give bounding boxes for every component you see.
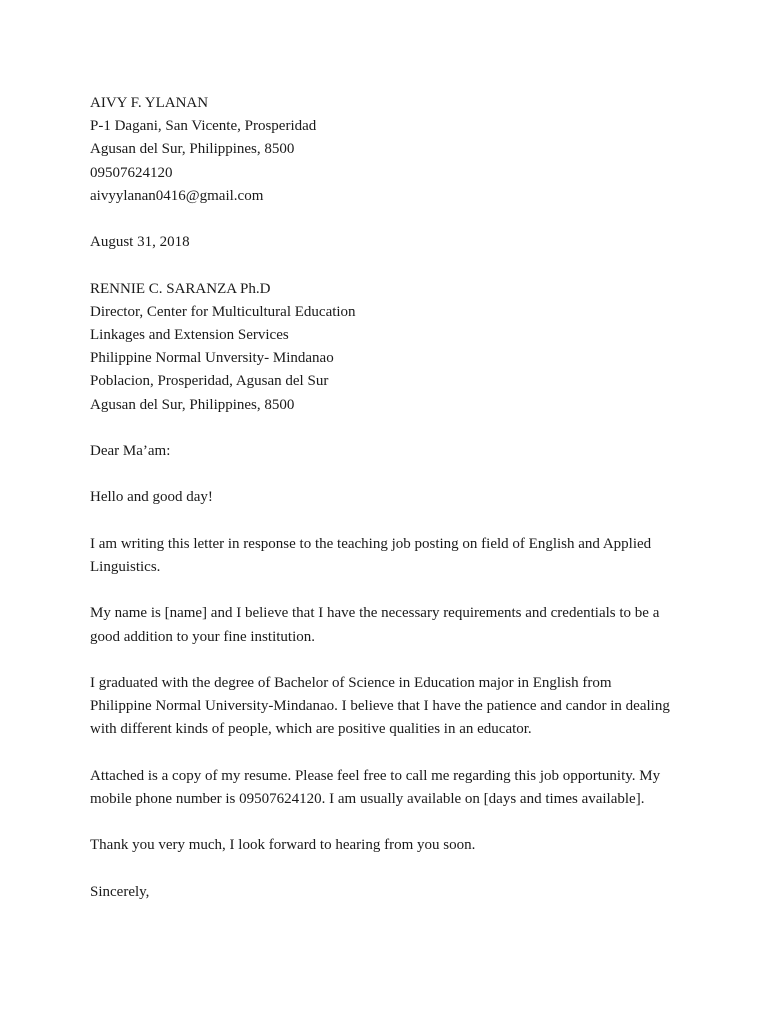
paragraph-line: I am writing this letter in response to the teaching job posting on field of English and Applied (90, 535, 652, 552)
paragraph-line: Thank you very much, I look forward to hearing from you soon. (90, 837, 476, 854)
body-paragraph-3 (90, 672, 708, 742)
paragraph-line: Linguistics. (90, 558, 161, 575)
sender-address-line2: Agusan del Sur, Philippines, 8500 (90, 141, 295, 158)
paragraph-line: Attached is a copy of my resume. Please feel free to call me regarding this job opportunity. My (90, 767, 661, 784)
letter-date: August 31, 2018 (90, 234, 190, 251)
recipient-institution: Philippine Normal Unversity- Mindanao (90, 350, 334, 367)
spacer (90, 579, 708, 602)
body-paragraph-2 (90, 602, 708, 648)
paragraph-line: Philippine Normal University-Mindanao. I believe that I have the patience and candor in dealing (90, 698, 670, 715)
recipient-department: Linkages and Extension Services (90, 327, 289, 343)
spacer (90, 742, 708, 765)
body-paragraph-4 (90, 765, 708, 811)
spacer (90, 858, 708, 881)
spacer (90, 254, 708, 277)
sender-email: aivyylanan0416@gmail.com (90, 187, 264, 204)
recipient-address-line1: Poblacion, Prosperidad, Agusan del Sur (90, 373, 329, 390)
sender-phone: 09507624120 (90, 164, 173, 181)
body-paragraph-5 (90, 834, 708, 857)
sender-block (90, 92, 708, 208)
spacer (90, 417, 708, 440)
recipient-title: Director, Center for Multicultural Education (90, 303, 356, 320)
recipient-name: RENNIE C. SARANZA Ph.D (90, 280, 271, 297)
closing: Sincerely, (90, 883, 150, 900)
paragraph-line: mobile phone number is 09507624120. I am usually available on [days and times available]. (90, 790, 645, 807)
paragraph-line: I graduated with the degree of Bachelor of Science in Education major in English from (90, 674, 612, 691)
spacer (90, 649, 708, 672)
paragraph-line: My name is [name] and I believe that I have the necessary requirements and credentials to be a (90, 605, 660, 622)
recipient-address-line2: Agusan del Sur, Philippines, 8500 (90, 396, 295, 413)
spacer (90, 463, 708, 486)
recipient-block (90, 278, 708, 417)
sender-name: AIVY F. YLANAN (90, 95, 209, 111)
paragraph-line: good addition to your fine institution. (90, 628, 315, 645)
greeting: Hello and good day! (90, 489, 213, 506)
sender-address-line1: P-1 Dagani, San Vicente, Prosperidad (90, 118, 317, 135)
salutation: Dear Ma’am: (90, 443, 171, 459)
spacer (90, 510, 708, 533)
paragraph-line: with different kinds of people, which are positive qualities in an educator. (90, 721, 532, 738)
spacer (90, 811, 708, 834)
spacer (90, 208, 708, 231)
body-paragraph-1 (90, 533, 708, 579)
